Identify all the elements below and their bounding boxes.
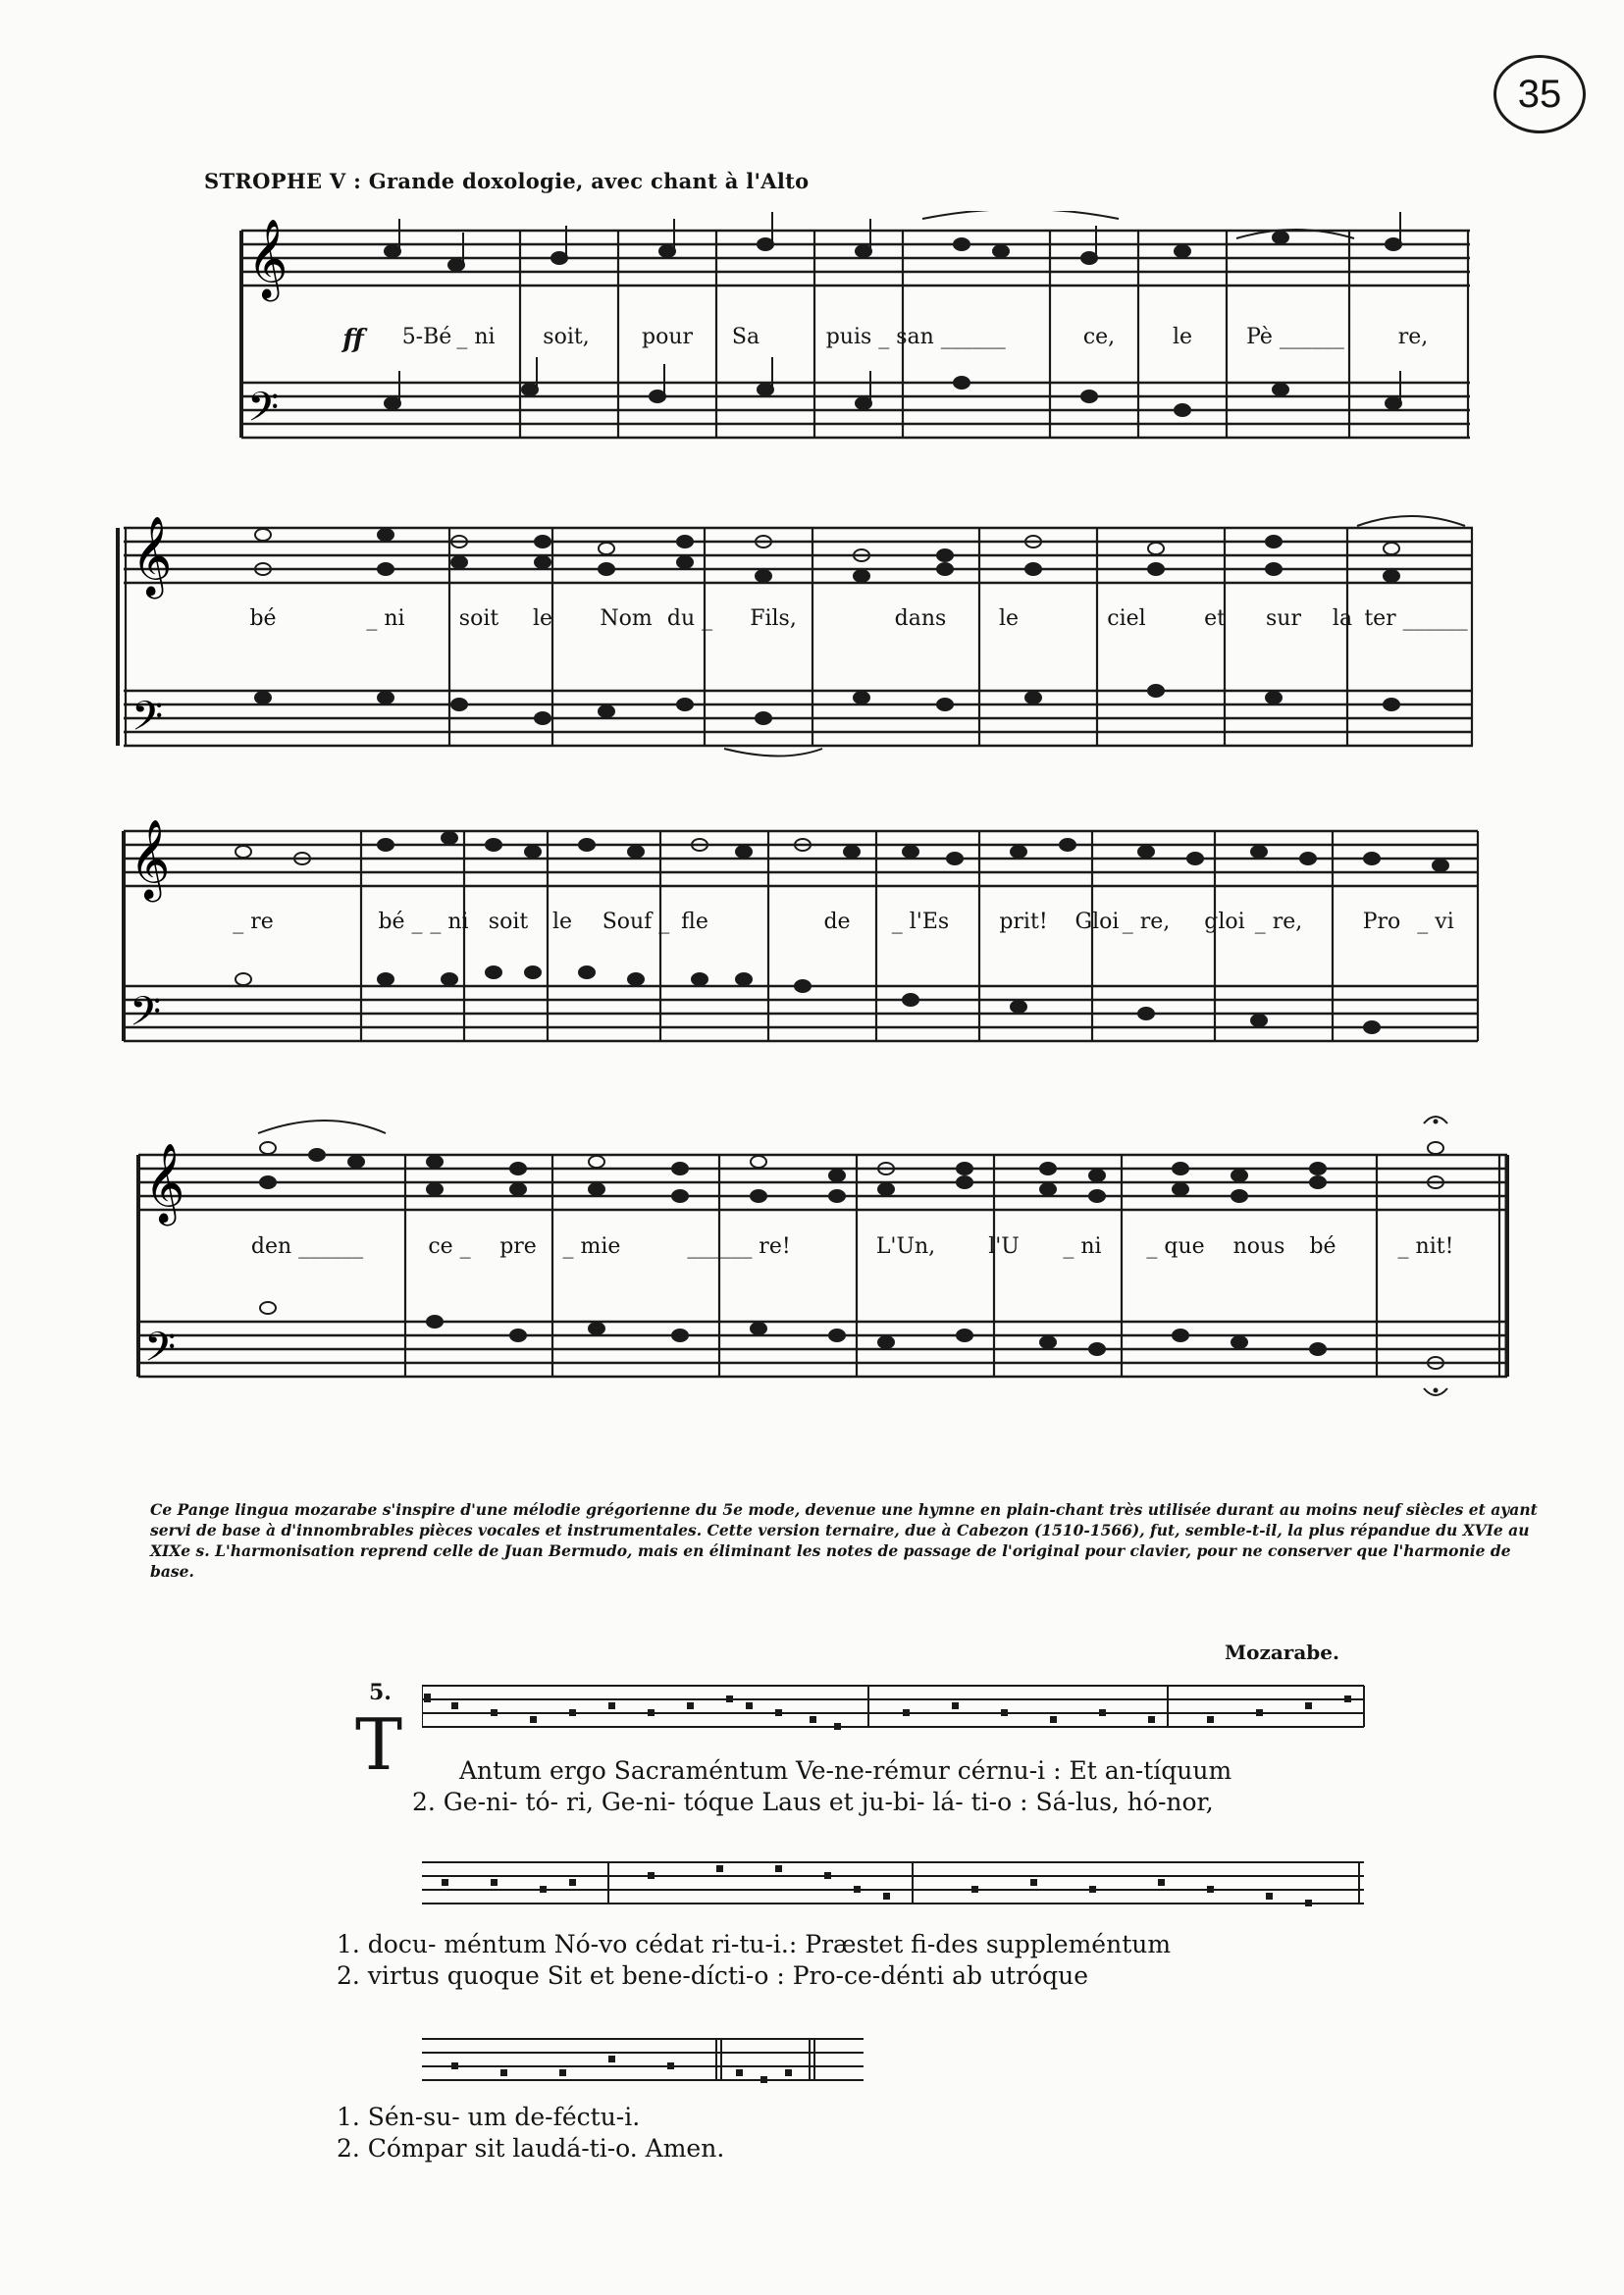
lyric: ce, <box>1082 325 1116 349</box>
lyric: _ ni <box>1063 1234 1102 1259</box>
chant-number: 5. <box>369 1680 392 1705</box>
lyric: la <box>1332 606 1353 631</box>
lyric: nous <box>1232 1234 1285 1259</box>
lyric: soit, <box>543 325 590 349</box>
lyric: Gloi <box>1074 910 1120 934</box>
chant-staves <box>422 1678 1374 2139</box>
lyric: pour <box>641 325 694 349</box>
lyric: de <box>823 910 851 934</box>
lyric: re, <box>1397 325 1429 349</box>
chant-line-2: 2. Ge-ni- tó- ri, Ge-ni- tóque Laus et ju-bi- lá- ti-o : Sá-lus, hó-nor, <box>412 1788 1214 1816</box>
lyric: gloi <box>1204 910 1245 934</box>
lyric: fle <box>681 910 708 934</box>
lyric: l'U <box>988 1234 1020 1259</box>
music-system-2 <box>116 498 1475 758</box>
lyric: le <box>551 910 573 934</box>
lyric: Souf _ <box>602 910 670 934</box>
lyric: le <box>998 606 1020 631</box>
lyric: _ re <box>233 910 274 934</box>
lyric: 5-Bé <box>401 325 452 349</box>
lyric: Sa <box>731 325 760 349</box>
commentary-paragraph: Ce Pange lingua mozarabe s'inspire d'une mélodie grégorienne du 5e mode, devenue une hymne en plain-chant très utilisée durant au moins neuf siècles et ayant servi de base à d'innombrables pièces vocales et instrumentales. Cette version ternaire, due à Cabezon (1510-1566), fut, semble-t-il, la plus répandue du XVIe au XIXe s. L'harmonisation reprend celle de Juan Bermudo, mais en éliminant les notes de passage de l'original pour clavier, pour ne conserver que l'harmonie de base. <box>150 1500 1538 1581</box>
chant-line-3: 1. docu- méntum Nó-vo cédat ri-tu-i.: Præstet fi-des suppleméntum <box>337 1930 1172 1958</box>
lyric: Pè ______ <box>1246 325 1344 349</box>
chant-line-6: 2. Cómpar sit laudá-ti-o. Amen. <box>337 2134 725 2163</box>
lyric: bé <box>249 606 277 631</box>
bass-clef-icon: 𝄢 <box>144 1324 177 1381</box>
chant-line-1: Antum ergo Sacraméntum Ve-ne-rémur cérnu-i : Et an-tíquum <box>459 1756 1232 1785</box>
lyric: _ ni <box>456 325 496 349</box>
drop-cap: T <box>355 1703 403 1786</box>
lyric: ciel <box>1107 606 1146 631</box>
lyric: le <box>532 606 553 631</box>
lyric: Fils, <box>750 606 797 631</box>
lyric: bé <box>1309 1234 1336 1259</box>
lyric: den ______ <box>250 1234 364 1259</box>
chant-line-5: 1. Sén-su- um de-féctu-i. <box>337 2103 641 2131</box>
lyric: _ mie <box>562 1234 621 1259</box>
lyric: _ re, <box>1254 910 1303 934</box>
lyric: et <box>1204 606 1226 631</box>
lyric: _ vi <box>1417 910 1454 934</box>
lyric: ter ______ <box>1364 606 1468 631</box>
lyric: le <box>1172 325 1193 349</box>
bass-clef-icon: 𝄢 <box>247 384 280 441</box>
lyric: _ ni <box>366 606 405 631</box>
chant-line-4: 2. virtus quoque Sit et bene-dícti-o : Pro-ce-dénti ab utróque <box>337 1961 1089 1990</box>
lyric: puis <box>825 325 872 349</box>
lyric: soit <box>488 910 529 934</box>
lyric: bé _ <box>378 910 423 934</box>
lyric: _ l'Es <box>891 910 950 934</box>
music-system-4 <box>131 1094 1509 1403</box>
dynamic-mark: ff <box>342 325 364 354</box>
bass-clef-icon: 𝄢 <box>130 988 162 1045</box>
page-number: 35 <box>1493 55 1586 133</box>
lyric: _ san ______ <box>878 325 1006 349</box>
lyric: sur <box>1266 606 1301 631</box>
music-system-3 <box>116 800 1480 1057</box>
treble-clef-icon: 𝄞 <box>130 818 171 899</box>
lyric: ______ re! <box>687 1234 791 1259</box>
treble-clef-icon: 𝄞 <box>247 218 288 298</box>
lyric: prit! <box>999 910 1048 934</box>
lyric: Pro <box>1362 910 1401 934</box>
lyric: dans <box>894 606 947 631</box>
lyric: pre <box>499 1234 537 1259</box>
chant-attribution: Mozarabe. <box>1225 1641 1339 1664</box>
lyric: L'Un, <box>875 1234 936 1259</box>
treble-clef-icon: 𝄞 <box>144 1142 185 1223</box>
lyric: Nom <box>600 606 653 631</box>
lyric: _ que <box>1146 1234 1205 1259</box>
lyric: soit <box>458 606 499 631</box>
strophe-heading: STROPHE V : Grande doxologie, avec chant à l'Alto <box>204 169 810 193</box>
music-system-1 <box>236 211 1472 456</box>
lyric: _ re, <box>1122 910 1171 934</box>
lyric: du _ <box>666 606 713 631</box>
treble-clef-icon: 𝄞 <box>131 515 173 596</box>
lyric: ce _ <box>428 1234 471 1259</box>
bass-clef-icon: 𝄢 <box>131 693 164 750</box>
lyric: _ nit! <box>1397 1234 1454 1259</box>
lyric: _ ni <box>430 910 469 934</box>
